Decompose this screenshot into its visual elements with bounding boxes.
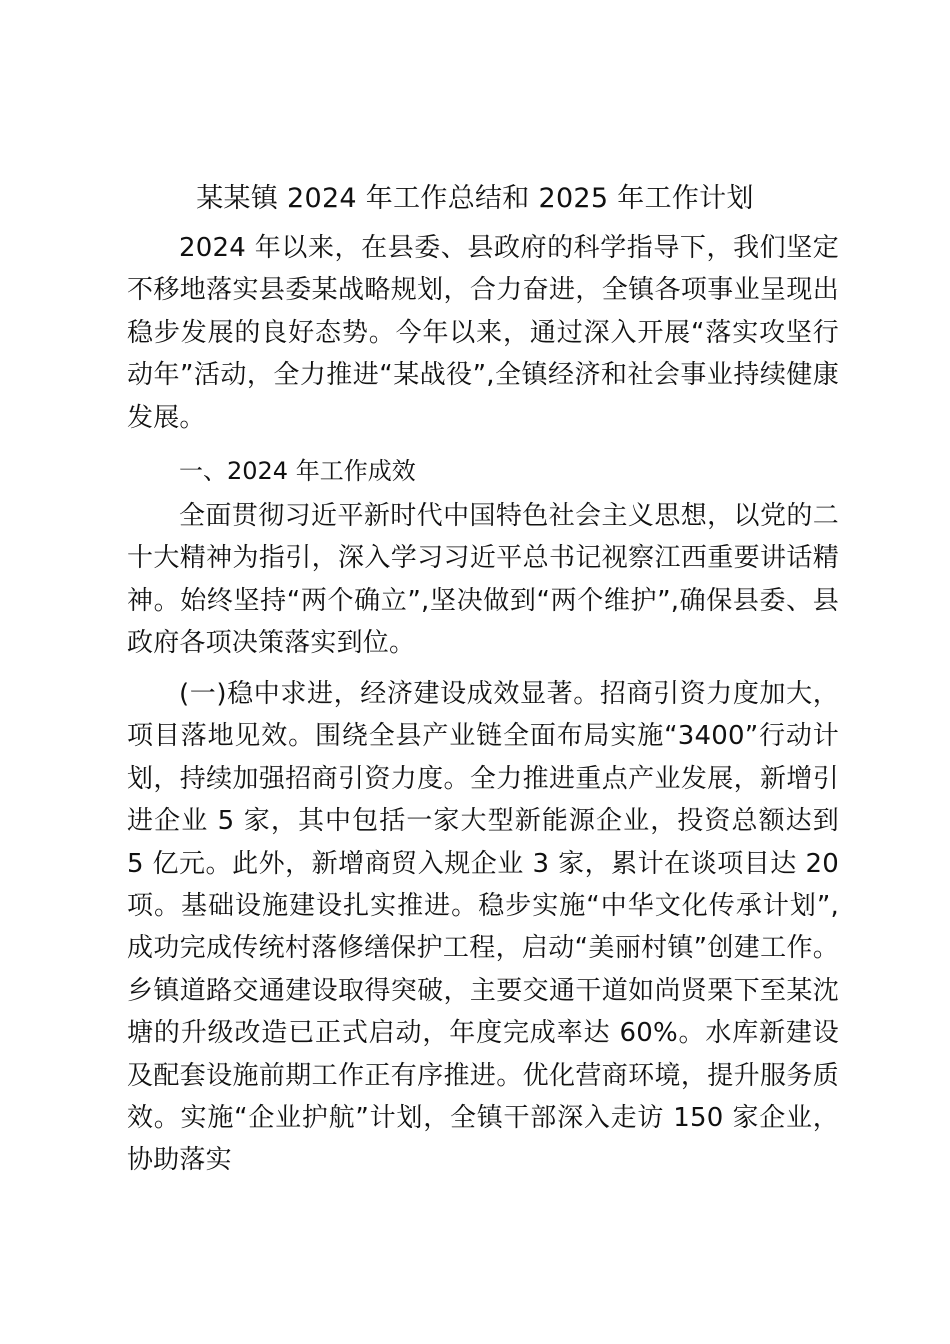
document-title: 某某镇 2024 年工作总结和 2025 年工作计划 bbox=[196, 183, 754, 214]
section-heading-2024-results: 一、2024 年工作成效 bbox=[179, 457, 416, 485]
intro-paragraph: 2024 年以来，在县委、县政府的科学指导下，我们坚定不移地落实县委某战略规划，合力奋进，全镇各项事业呈现出稳步发展的良好态势。今年以来，通过深入开展“落实攻坚行动年”活动，全力推进“某战役”,全镇经济和社会事业持续健康发展。 bbox=[127, 233, 839, 433]
body-paragraph-guiding-thought: 全面贯彻习近平新时代中国特色社会主义思想，以党的二十大精神为指引，深入学习习近平总书记视察江西重要讲话精神。始终坚持“两个确立”,坚决做到“两个维护”,确保县委、县政府各项决策落实到位。 bbox=[127, 501, 839, 659]
body-paragraph-economic-development: (一)稳中求进，经济建设成效显著。招商引资力度加大，项目落地见效。围绕全县产业链全面布局实施“3400”行动计划，持续加强招商引资力度。全力推进重点产业发展，新增引进企业 5 家，其中包括一家大型新能源企业，投资总额达到 5 亿元。此外，新增商贸入规企业 3 家，累计在谈项目达 20 项。基础设施建设扎实推进。稳步实施“中华文化传承计划”,成功完成传统村落修缮保护工程，启动“美丽村镇”创建工作。乡镇道路交通建设取得突破，主要交通干道如尚贤栗下至某沈塘的升级改造已正式启动，年度完成率达 60%。水库新建设及配套设施前期工作正有序推进。优化营商环境，提升服务质效。实施“企业护航”计划，全镇干部深入走访 150 家企业，协助落实 bbox=[127, 679, 839, 1176]
